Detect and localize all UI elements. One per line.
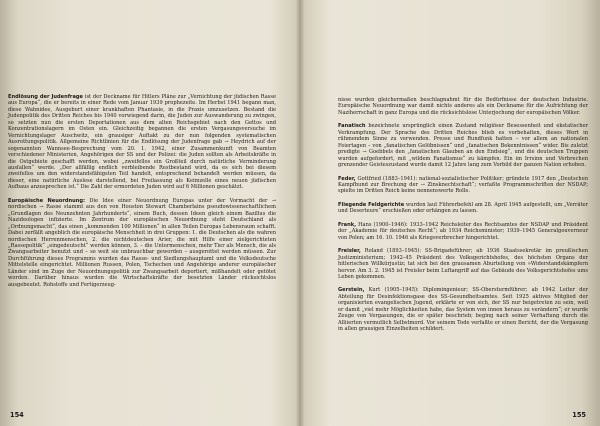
entry-europaeische-neuordnung — [8, 198, 276, 288]
entry-term: Fliegende Feldgerichte — [338, 201, 405, 208]
entry-continuation — [338, 97, 588, 116]
right-page — [300, 0, 600, 426]
entry-text: Roland (1893–1945): SS-Brigadeführer; ab 1936 Staatssekretär im preußischen Justizministerium; 1942–45 Präsident des Volksgerichtshofes, des höchsten Organs der hitlerischen Willkürjustiz; tat sich bei den grausamen Aburteilung von »Widerstandskämpfern hervor. Am 3. 2. 1945 ist Freisler beim Luftangriff auf das Gebäude des Volksgerichtshofes ums Leben gekommen. — [338, 248, 588, 280]
entry-text: Gottfried (1883–1941): national-sozialistischer Politiker; gründete 1917 den „Deutschen Kampfbund zur Brechung der → Zinsknechtschaft“; verfaßte Programmschriften der NSDAP; spielte im Dritten Reich keine nennenswerte Rolle. — [338, 175, 589, 195]
entry-text: Hans (1900–1946): 1933–1942 Reichsleiter des Rechtsamtes der NSDAP und Präsident der „Akademie für deutsches Recht“; ab 1934 Reichsminister; 1939–1945 Generalgouverneur von Polen; am 16. 10. 1946 als Kriegsverbrecher hingerichtet. — [338, 221, 588, 241]
entry-text: Kurt (1905–1945): Diplomingenieur; SS-Obersturmführer; ab 1942 Leiter der Abteilung für Desinfektionsgase des SS-Gesundheitsamtes. Seit 1925 aktives Mitglied der organisierten evangelischen Jugend, erklärte er von sich, der SS nur beigetreten zu sein, weil er damit „viel mehr Möglichkeiten habe, das System von innen heraus zu verändern“; er wurde Zeuge von Vergasungen, die er später beschrieb; beging nach seiner Verhaftung durch die Alliierten vermutlich Selbstmord. Vor seinem Tode verfaßte er einen Bericht, der die Vergasung in allen grausigen Einzelheiten schildert. — [338, 287, 588, 333]
entry-freisler — [338, 248, 588, 280]
entry-term: Feder, — [338, 175, 356, 182]
entry-term: Fanatisch — [338, 123, 366, 130]
entry-term: Frank, — [338, 221, 357, 228]
entry-term: Endlösung der Judenfrage — [8, 94, 83, 100]
entry-fliegende-feldgerichte — [338, 202, 588, 215]
page-number-left: 154 — [10, 411, 24, 419]
entry-text: nisse wurden gleichermaßen beschlagnahmt für die Bedürfnisse der deutschen Industrie. Europäische Neuordnung war damit nichts anderes als ein Deckname für die Aufrichtung der Nazíherrschaft in ganz Europa und die rücksichtslose Unterjochung der europäischen Völker. — [338, 97, 588, 116]
entry-text: wurden laut Führerbefehl am 28. April 1945 aufgestellt, um „Verräter und Deserteure“ erschießen oder erhängen zu lassen. — [338, 201, 588, 215]
entry-frank — [338, 222, 588, 241]
entry-term: Gerstein, — [338, 287, 365, 294]
entry-text: bezeichnete ursprünglich einen Zustand religiöser Besessenheit und ekstatischer Verkrampfung. Der Sprache des Dritten Reiches blieb es vorbehalten, dieses Wort in rühmendem Sinne zu verwenden. Presse und Rundfunk hatten – vor allem an nationalen Feiertagen – von „fanatischen Gelöbnissen“ und „fanatischen Bekenntnissen“ wider. Bis zuletzt predigte → Goebbels den „fanatischen Glauben an den Endsieg“, und die deutschen Truppen wurden aufgefordert, mit „wildem Fanatismus“ zu kämpfen. Ein im Irrsinn und Verbrechen grenzender Geisteszustand wurde damit 12 Jahre lang zum Vorbild der ganzen Nation erhoben. — [338, 123, 588, 169]
entry-text: ist der Deckname für Hitlers Pläne zur „Vernichtung der jüdischen Rasse aus Europa“, die er bereits in einer Rede vom Januar 1939 prophezeite. Im Herbst 1941 begann man, diese Wahnidee, Ausgeburt einer krankhaften Phantasie, in die Praxis umzusetzen. Bestand die Judenpolitik des Dritten Reiches bis 1940 vorwiegend darin, die Juden zur Auswanderung zu zwingen, so setzten nun die ersten Deportationen aus dem alten Reichsgebiet nach den Gettos und Konzentrationslagern im Osten ein. Gleichzeitig begannen die ersten Vergasungsversuche im Vernichtungslager Auschwitz, ein grausiger Auftakt zu der nun folgenden systematischen Ausrottungspolitik. Allgemeine Richtlinien für die Endlösung der Judenfrage gab → Heydrich auf der sogenannten Wannsee-Besprechung vom 20. 1. 1942, einer Zusammenkunft von Beamten verschiedener Ministerien, Angehörigen der SS und der Polizei: die Juden sollten als Arbeitskräfte in die Ostgebiete geschafft werden, wobei „zweifellos ein Großteil durch natürliche Verminderung ausfallen“ werde. „Der allfällig endlich verbleibende Restbestand wird, da es sich bei diesem zweifellos um den widerstandsfähigsten Teil handelt, entsprechend behandelt werden müssen, da dieser, eine natürliche Auslese darstellend, bei Freilassung als Keimzelle eines neuen jüdischen Aufbaus anzusprechen ist.“ Die Zahl der ermordeten Juden wird auf 6 Millionen geschätzt. — [8, 94, 276, 191]
entry-endloesung — [8, 94, 276, 191]
entry-text: Die Idee einer Neuordnung Europas unter der Vormacht der → nordischen → Rasse stammt aus den von Houston Stewart Chamberlains pseudowissenschaftlichem „Grundlagen des Neunzehnten Jahrhunderts“, einem Buch, dessen Ideen gleich einem Bazillus die Nazideologen infizierte. Im Zentrum der europäischen Neuordnung steht Deutschland als „Ordnungsmacht“, das einen „kommenden 100 Millionen“ in allen Teilen Europas Lebensraum schafft. Dabei zerfällt angeblich die europäische Menschheit in drei Gruppen: 1. die Deutschen als die wahren nordischen Herrenmenschen, 2. die nichtdeutschen Arier, die mit Hilfe einer zielgerichteten „Rassepolitik“ „eingedeutscht“ werden können, 3. – die Untermenschen, mehr Tier als Mensch, die als Zwangsarbeiter benutzt und – so weit sie unbrauchbar geworden – ausgerottet werden müssen. Zur Durchführung dieses Programms wurden das Rasse- und Siedlungshauptamt und die Volksdeutsche Mittelstelle eingerichtet. Millionen Russen, Polen, Tschechen und Angehörige anderer europäischer Länder sind im Zuge der Neuordnungspolitik zur Zwangsarbeit deportiert, mißhandelt oder getötet worden. Darüber hinaus wurden die Wirtschaftskräfte der besetzten Länder rücksichtslos ausgebeutet. Rohstoffe und Fertigerzeug- — [8, 197, 276, 288]
left-page-text-column — [8, 94, 276, 295]
entry-fanatisch — [338, 123, 588, 168]
entry-feder — [338, 176, 588, 195]
page-number-right: 155 — [572, 411, 586, 419]
entry-gerstein — [338, 287, 588, 332]
entry-term: Freisler, — [338, 248, 361, 255]
entry-term: Europäische Neuordnung: — [8, 197, 86, 204]
right-page-text-column — [338, 97, 588, 340]
